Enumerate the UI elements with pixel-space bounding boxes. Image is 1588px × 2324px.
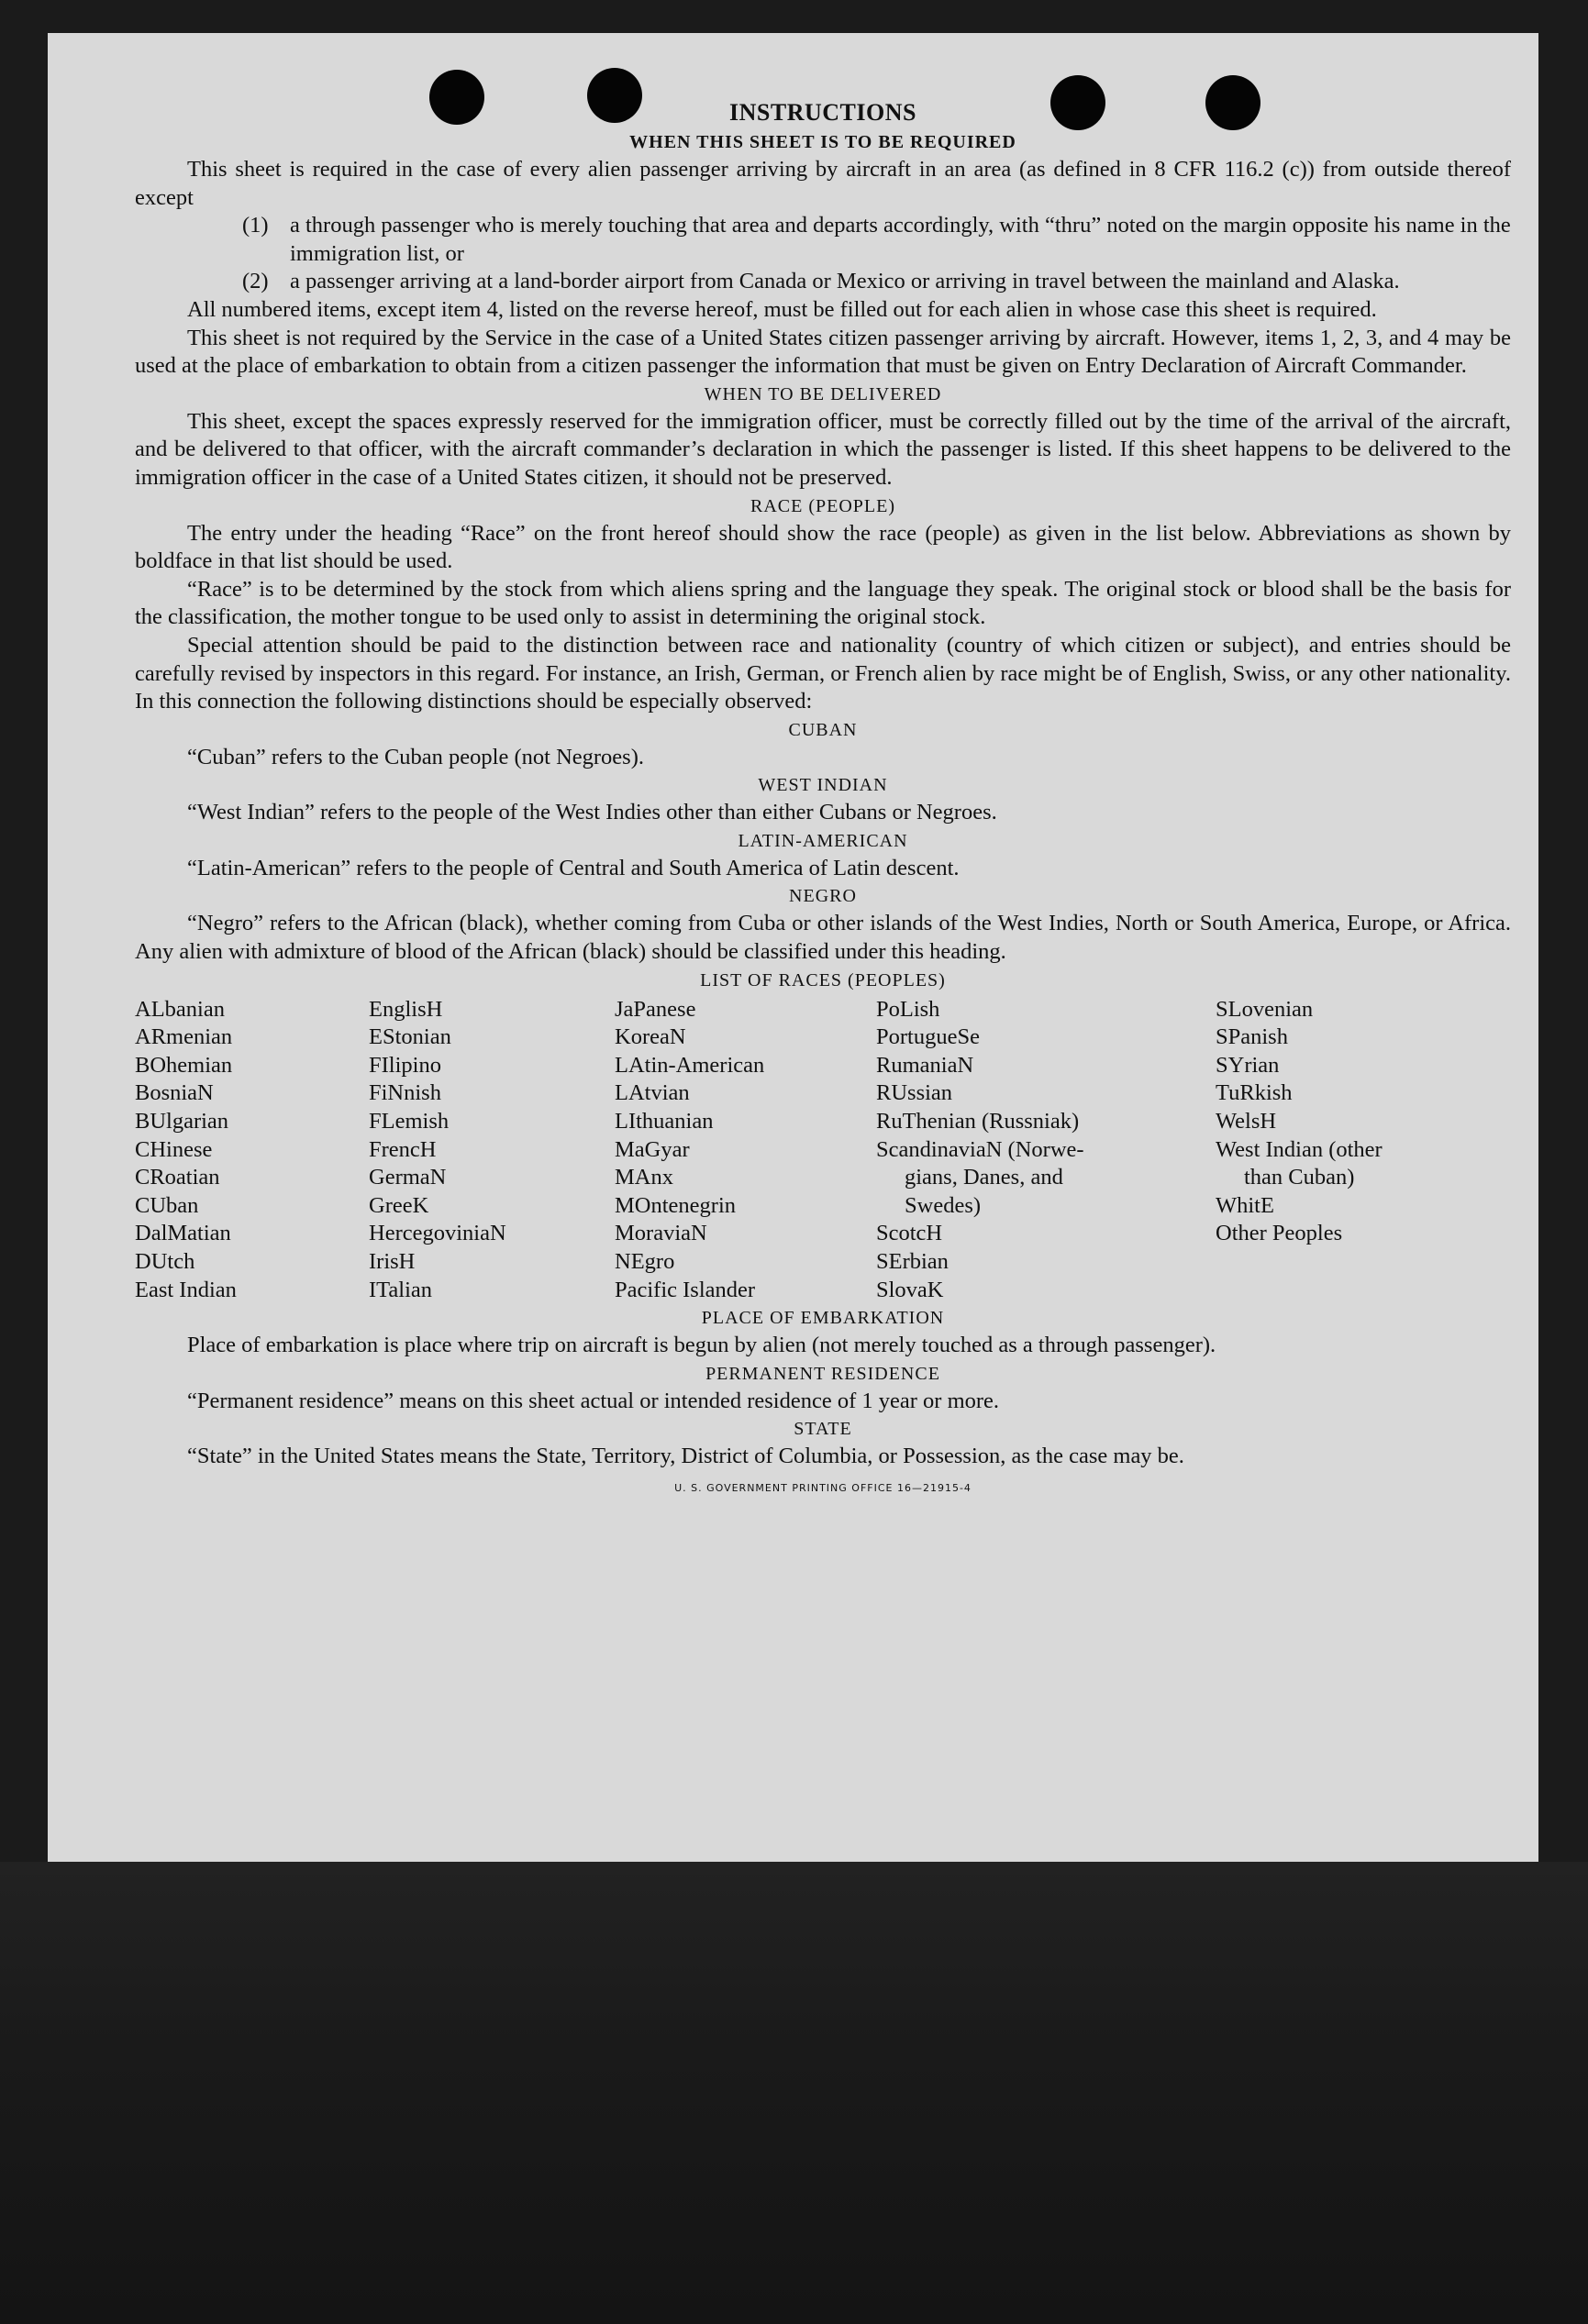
exception-item-2	[135, 268, 1511, 296]
document-content	[135, 97, 1511, 1503]
race-entry: ALbanian	[135, 996, 225, 1022]
race-entry: RuThenian (Russniak)	[876, 1109, 1080, 1134]
race-entry: Other Peoples	[1216, 1221, 1343, 1246]
when-required-intro: This sheet is required in the case of every alien passenger arriving by aircraft in an area (as defined in 8 CFR 116.2 (c)) from outside thereof except	[135, 157, 1511, 210]
race-entry: TuRkish	[1216, 1080, 1293, 1106]
section-heading-when-required: WHEN THIS SHEET IS TO BE REQUIRED	[629, 132, 1016, 152]
race-entry: NEgro	[615, 1249, 675, 1274]
race-entry: SErbian	[876, 1249, 949, 1274]
races-column-2	[369, 996, 615, 1305]
race-entry-continuation: gians, Danes, and	[905, 1165, 1063, 1190]
race-entry: EStonian	[369, 1024, 451, 1050]
numbered-items-paragraph: All numbered items, except item 4, listed on the reverse hereof, must be filled out for each alien in whose case this sheet is required.	[187, 296, 1377, 322]
item-number: (2)	[242, 269, 269, 294]
race-entry: PortugueSe	[876, 1024, 980, 1050]
race-entry: Pacific Islander	[615, 1277, 756, 1302]
west-indian-text: “West Indian” refers to the people of the West Indies other than either Cubans or Negroes.	[187, 800, 997, 825]
race-entry: LIthuanian	[615, 1109, 714, 1134]
race-entry-continuation: than Cuban)	[1244, 1165, 1355, 1190]
race-entry: SYrian	[1216, 1052, 1280, 1078]
race-entry: FLemish	[369, 1109, 450, 1134]
race-entry: FiNnish	[369, 1080, 441, 1106]
section-heading-race: RACE (PEOPLE)	[750, 495, 895, 516]
race-entry: MOntenegrin	[615, 1192, 736, 1218]
item-number: (1)	[242, 213, 269, 238]
race-entry: CHinese	[135, 1136, 213, 1162]
race-entry: RumaniaN	[876, 1052, 974, 1078]
race-entry: PoLish	[876, 996, 940, 1022]
embarkation-text: Place of embarkation is place where trip on aircraft is begun by alien (not merely touched as a through passenger).	[187, 1333, 1216, 1358]
section-heading-negro: NEGRO	[789, 886, 857, 907]
race-entry: ScandinaviaN (Norwe-	[876, 1136, 1084, 1162]
race-paragraph-3: Special attention should be paid to the distinction between race and nationality (country of which citizen or subject), and entries should be carefully revised by inspectors in this regard. For instance, an Irish, German, or French alien by race might be of English, Swiss, or any other nationality. In this connection the following distinctions should be especially observed:	[135, 632, 1511, 714]
race-entry: West Indian (other	[1216, 1136, 1383, 1162]
race-entry: GermaN	[369, 1165, 447, 1190]
race-entry: HercegoviniaN	[369, 1221, 506, 1246]
residence-text: “Permanent residence” means on this sheet actual or intended residence of 1 year or more.	[187, 1388, 1000, 1413]
race-entry: WhitE	[1216, 1192, 1274, 1218]
section-heading-west-indian: WEST INDIAN	[758, 775, 888, 796]
race-entry: SlovaK	[876, 1277, 944, 1302]
race-entry: LAtin-American	[615, 1052, 765, 1078]
scan-background	[0, 1862, 1588, 2324]
races-column-4	[876, 996, 1216, 1305]
race-entry: BosniaN	[135, 1080, 214, 1106]
race-entry: JaPanese	[615, 996, 696, 1022]
race-entry: GreeK	[369, 1192, 429, 1218]
section-heading-when-delivered: WHEN TO BE DELIVERED	[704, 383, 942, 404]
section-heading-list-of-races: LIST OF RACES (PEOPLES)	[700, 969, 946, 990]
races-column-1	[135, 996, 369, 1305]
race-entry: ITalian	[369, 1277, 433, 1302]
race-paragraph-1: The entry under the heading “Race” on the front hereof should show the race (people) as given in the list below. Abbreviations as shown by boldface in that list should be used.	[135, 520, 1511, 574]
race-entry: ScotcH	[876, 1221, 943, 1246]
printing-office-footer: U. S. GOVERNMENT PRINTING OFFICE 16—21915-4	[674, 1481, 972, 1494]
race-entry: SLovenian	[1216, 996, 1314, 1022]
section-heading-residence: PERMANENT RESIDENCE	[705, 1363, 940, 1384]
state-text: “State” in the United States means the State, Territory, District of Columbia, or Possession, as the case may be.	[187, 1444, 1184, 1469]
race-entry: FrencH	[369, 1136, 437, 1162]
item-text: a through passenger who is merely touching that area and departs accordingly, with “thru” noted on the margin opposite his name in the immigration list, or	[290, 213, 1511, 266]
race-entry: CRoatian	[135, 1165, 220, 1190]
race-entry: SPanish	[1216, 1024, 1288, 1050]
item-text: a passenger arriving at a land-border airport from Canada or Mexico or arriving in travel between the mainland and Alaska.	[290, 269, 1400, 294]
negro-text: “Negro” refers to the African (black), whether coming from Cuba or other islands of the West Indies, North or South America, Europe, or Africa. Any alien with admixture of blood of the African (black) should be classified under this heading.	[135, 911, 1511, 965]
race-entry: EnglisH	[369, 996, 443, 1022]
races-list	[135, 996, 1511, 1305]
race-entry: FIlipino	[369, 1052, 441, 1078]
race-entry: East Indian	[135, 1277, 237, 1302]
race-entry: MaGyar	[615, 1136, 690, 1162]
page-title: INSTRUCTIONS	[729, 99, 916, 126]
race-entry: KoreaN	[615, 1024, 686, 1050]
races-column-5	[1216, 996, 1436, 1305]
exception-item-1	[135, 212, 1511, 268]
race-entry: WelsH	[1216, 1109, 1277, 1134]
section-heading-embarkation: PLACE OF EMBARKATION	[701, 1308, 945, 1329]
race-entry: DalMatian	[135, 1221, 231, 1246]
when-delivered-text: This sheet, except the spaces expressly reserved for the immigration officer, must be correctly filled out by the time of the arrival of the aircraft, and be delivered to that officer, with the aircraft commander’s declaration in which the passenger is listed. If this sheet happens to be delivered to the immigration officer in the case of a United States citizen, it should not be preserved.	[135, 408, 1511, 490]
race-entry: IrisH	[369, 1249, 416, 1274]
race-entry: MoraviaN	[615, 1221, 707, 1246]
latin-american-text: “Latin-American” refers to the people of Central and South America of Latin descent.	[187, 855, 960, 880]
race-entry: ARmenian	[135, 1024, 233, 1050]
section-heading-state: STATE	[794, 1419, 852, 1440]
race-entry: BUlgarian	[135, 1109, 229, 1134]
race-entry: CUban	[135, 1192, 199, 1218]
races-column-3	[615, 996, 876, 1305]
race-entry: LAtvian	[615, 1080, 690, 1106]
cuban-text: “Cuban” refers to the Cuban people (not Negroes).	[187, 744, 644, 769]
section-heading-cuban: CUBAN	[788, 719, 858, 740]
section-heading-latin-american: LATIN-AMERICAN	[738, 830, 908, 851]
race-paragraph-2: “Race” is to be determined by the stock from which aliens spring and the language they speak. The original stock or blood shall be the basis for the classification, the mother tongue to be used only to assist in determining the original stock.	[135, 576, 1511, 630]
race-entry-continuation: Swedes)	[905, 1192, 982, 1218]
document-page	[48, 33, 1538, 1862]
race-entry: BOhemian	[135, 1052, 233, 1078]
race-entry: DUtch	[135, 1249, 195, 1274]
race-entry: RUssian	[876, 1080, 953, 1106]
citizen-paragraph: This sheet is not required by the Service in the case of a United States citizen passenger arriving by aircraft. However, items 1, 2, 3, and 4 may be used at the place of embarkation to obtain from a citizen passenger the information that must be given on Entry Declaration of Aircraft Commander.	[135, 325, 1511, 379]
race-entry: MAnx	[615, 1165, 673, 1190]
